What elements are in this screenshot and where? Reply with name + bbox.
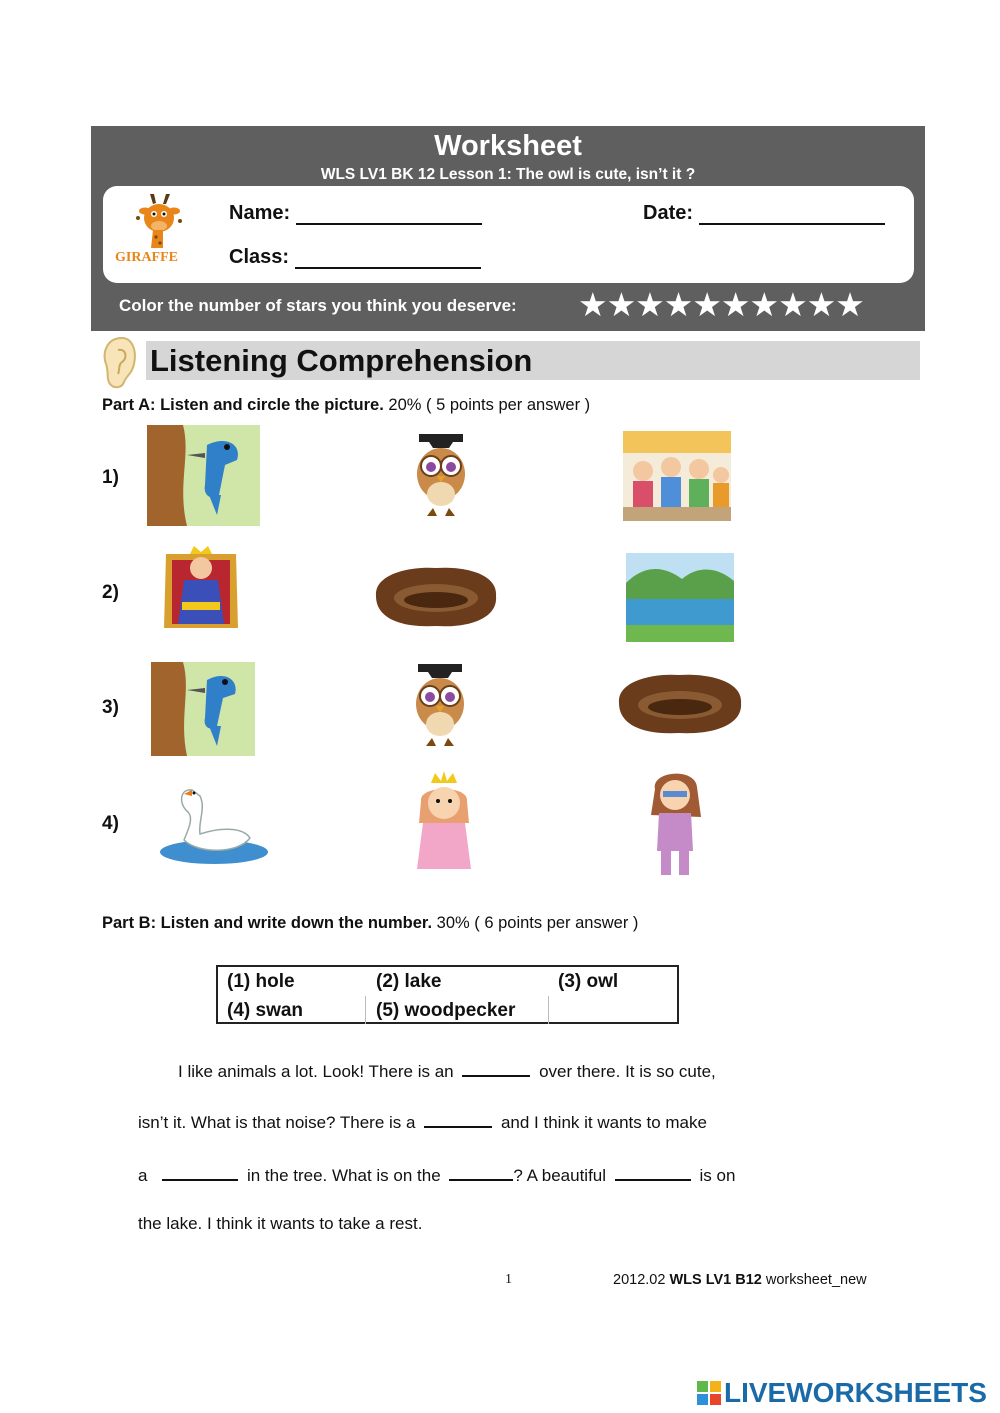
date-row [643,202,885,225]
row-number: 4) [102,813,119,834]
answer-blank-4[interactable] [449,1163,513,1181]
class-label: Class: [229,246,290,268]
girl-picture[interactable] [643,767,707,881]
class-field[interactable] [295,247,481,269]
paragraph-line-3 [138,1163,735,1186]
giraffe-logo [113,192,203,272]
part-b-score: 30% ( 6 points per answer ) [436,914,639,932]
page-number: 1 [505,1272,512,1287]
worksheet-header [91,126,925,331]
word-bank-item: (5) woodpecker [376,1000,516,1021]
logo-text: GIRAFFE [115,250,178,265]
table-divider [548,996,549,1024]
word-bank-item: (4) swan [227,1000,304,1021]
owl-picture[interactable] [408,658,472,754]
footer-suffix: worksheet_new [765,1272,867,1288]
footer-bold: WLS LV1 B12 [669,1272,762,1288]
student-info-box [103,186,914,283]
lake-picture[interactable] [626,553,734,642]
table-divider [365,996,366,1024]
paragraph-text: is on [699,1166,736,1185]
row-number: 3) [102,697,119,718]
word-bank-item: (2) lake [376,971,442,992]
king-picture[interactable] [152,544,250,634]
paragraph-text: ? A beautiful [513,1166,607,1185]
liveworksheets-watermark: LIVEWORKSHEETS [724,1377,987,1408]
footer-prefix: 2012.02 [613,1272,666,1288]
ear-icon [96,334,142,390]
row-number: 1) [102,467,119,488]
paragraph-line-2 [138,1110,707,1133]
answer-blank-2[interactable] [424,1110,492,1128]
paragraph-text: over there. It is so cute, [539,1062,716,1081]
date-field[interactable] [699,203,885,225]
party-picture[interactable] [623,431,731,521]
answer-blank-5[interactable] [615,1163,691,1181]
rating-stars[interactable]: ★★★★★★★★★★ [578,286,864,323]
part-a-heading: Part A: Listen and circle the picture. [102,396,384,414]
part-a-title [102,396,590,415]
queen-picture[interactable] [411,771,477,872]
name-row [229,202,482,225]
paragraph-text: and I think it wants to make [500,1113,707,1132]
answer-blank-3[interactable] [162,1163,238,1181]
word-bank-item: (1) hole [227,971,295,992]
hole-picture[interactable] [370,562,502,632]
date-label: Date: [643,202,694,224]
worksheet-title: Worksheet [434,130,582,162]
owl-picture[interactable] [409,428,473,524]
swan-picture[interactable] [158,782,270,866]
word-bank-table [216,965,679,1024]
section-title: Listening Comprehension [150,343,533,378]
paragraph-text: a [138,1166,148,1185]
hole-picture[interactable] [613,669,747,739]
name-field[interactable] [296,203,482,225]
row-number: 2) [102,582,119,603]
woodpecker-picture[interactable] [147,425,260,526]
paragraph-text: isn’t it. What is that noise? There is a [138,1113,416,1132]
paragraph-text: I like animals a lot. Look! There is an [178,1062,454,1081]
liveworksheets-logo-icon [697,1381,721,1405]
paragraph-line-4: the lake. I think it wants to take a rest. [138,1214,423,1233]
woodpecker-picture[interactable] [151,662,255,756]
worksheet-subtitle: WLS LV1 BK 12 Lesson 1: The owl is cute, isn’t it ? [320,166,696,183]
stars-instruction: Color the number of stars you think you deserve: [119,296,517,315]
part-a-score: 20% ( 5 points per answer ) [388,396,591,414]
paragraph-line-1 [178,1059,716,1082]
answer-blank-1[interactable] [462,1059,530,1077]
paragraph-text: in the tree. What is on the [246,1166,441,1185]
name-label: Name: [229,202,291,224]
part-b-title [102,914,638,933]
footer-doc-id [613,1272,867,1288]
class-row [229,246,481,269]
part-b-heading: Part B: Listen and write down the number. [102,914,433,932]
word-bank-item: (3) owl [558,971,619,992]
